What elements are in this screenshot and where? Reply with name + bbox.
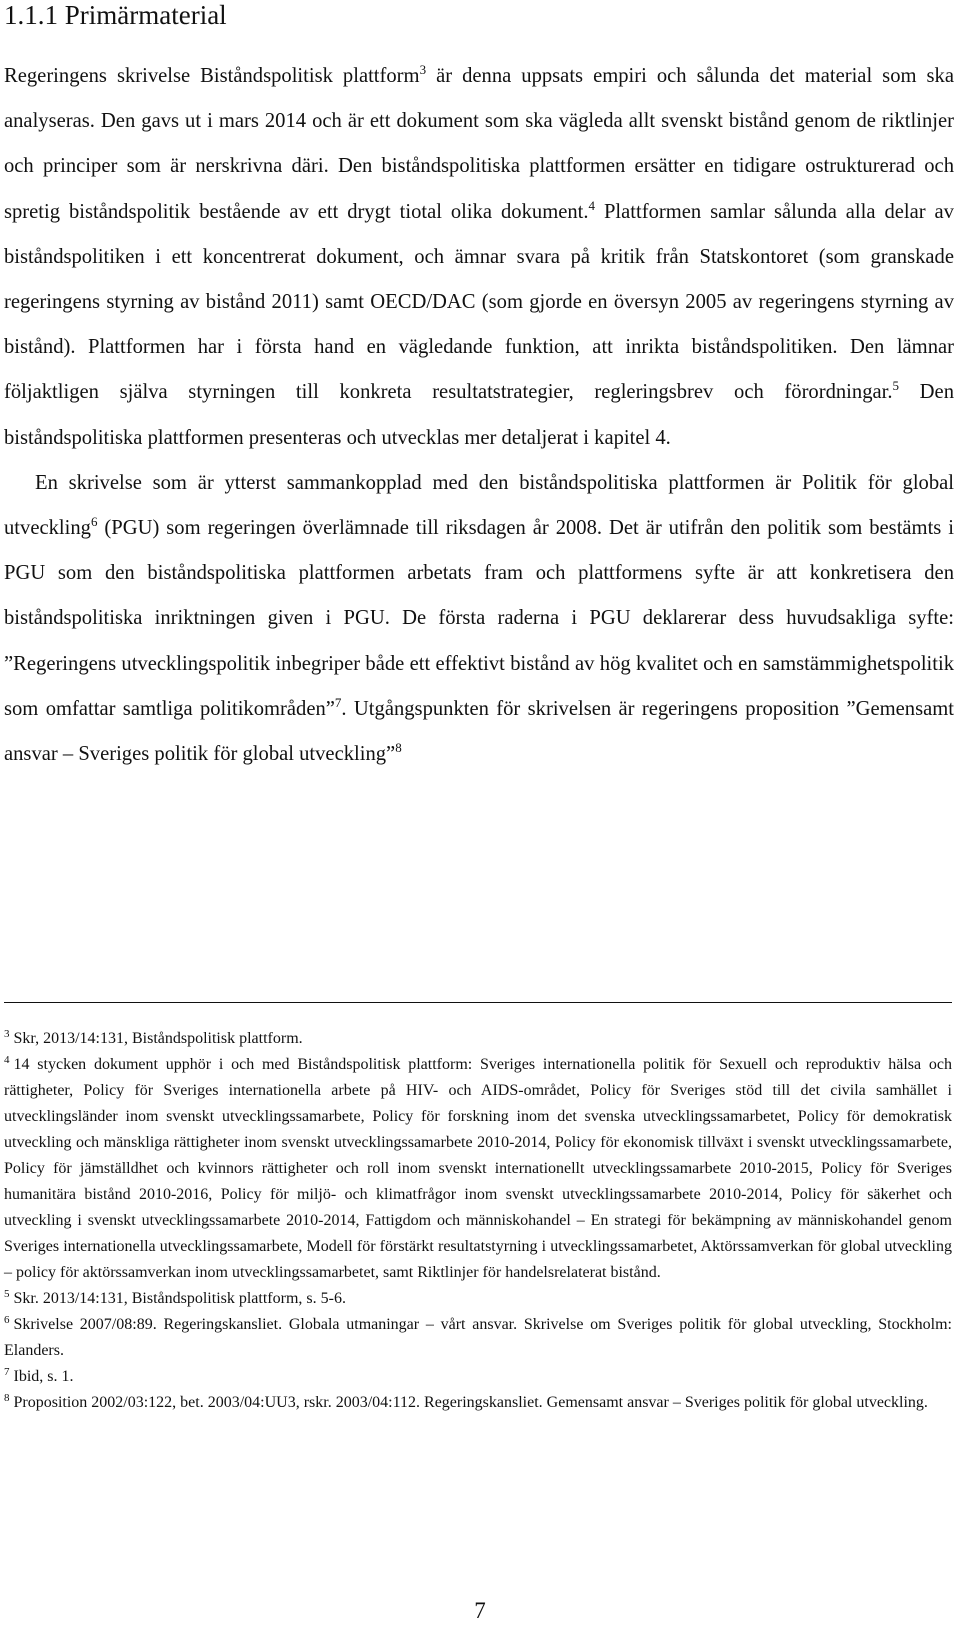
footnote-text: Skr. 2013/14:131, Biståndspolitisk plattform, s. 5-6. [13, 1290, 346, 1307]
footnote-ref-3[interactable]: 3 [419, 62, 427, 77]
body-text [4, 54, 954, 777]
paragraph-text: En skrivelse som är ytterst sammankopplad med den biståndspolitiska plattformen är Politik för global utveckling [4, 471, 954, 540]
footnote-4 [4, 1052, 952, 1286]
paragraph-text: Regeringens skrivelse Biståndspolitisk plattform [4, 65, 420, 87]
footnote-text: Skrivelse 2007/08:89. Regeringskansliet. Globala utmaningar – vårt ansvar. Skrivelse om Sveriges politik för global utveckling, Stockholm: Elanders. [4, 1316, 952, 1359]
footnote-text: Proposition 2002/03:122, bet. 2003/04:UU3, rskr. 2003/04:112. Regeringskansliet. Gemensamt ansvar – Sveriges politik för global utveckling. [13, 1394, 928, 1411]
footnote-6 [4, 1312, 952, 1364]
section-heading: 1.1.1 Primärmaterial [4, 0, 227, 30]
paragraph-text: . Utgångspunkten för skrivelsen är regeringens proposition ”Gemensamt ansvar – Sveriges politik för global utveckling” [4, 697, 954, 766]
footnote-number: 7 [4, 1366, 10, 1378]
paragraph-text: (PGU) som regeringen överlämnade till riksdagen år 2008. Det är utifrån den politik som bestämts i PGU som den biståndspolitiska plattformen arbetats fram och plattformens syfte är att konkretisera den biståndspolitiska inriktningen given i PGU. De första raderna i PGU deklarerar dess huvudsakliga syfte: ”Regeringens utvecklingspolitik inbegriper både ett effektivt bistånd av hög kvalitet och en samstämmighetspolitik som omfattar samtliga politikområden” [4, 517, 954, 720]
paragraph-text: är denna uppsats empiri och sålunda det material som ska analyseras. Den gavs ut i mars 2014 och är ett dokument som ska vägleda allt svenskt bistånd genom de riktlinjer och principer som är nerskrivna däri. Den biståndspolitiska plattformen ersätter en tidigare ostrukturerad och spretig biståndspolitik bestående av ett drygt tiotal olika dokument. [4, 65, 954, 223]
paragraph-text: Den biståndspolitiska plattformen presenteras och utvecklas mer detaljerat i kapitel 4. [4, 381, 954, 449]
page-number: 7 [474, 1598, 486, 1623]
paragraph-1 [4, 54, 954, 461]
footnotes-section [4, 1026, 952, 1416]
footnote-number: 4 [4, 1054, 10, 1066]
footnote-7 [4, 1364, 952, 1390]
footnote-number: 8 [4, 1392, 10, 1404]
footnote-number: 5 [4, 1288, 10, 1300]
footnote-ref-8[interactable]: 8 [395, 740, 402, 756]
footnote-ref-4[interactable]: 4 [588, 197, 596, 213]
paragraph-2 [4, 461, 954, 777]
footnote-5 [4, 1286, 952, 1312]
footnote-ref-7[interactable]: 7 [334, 694, 342, 710]
footnote-text: Skr, 2013/14:131, Biståndspolitisk plattform. [13, 1030, 303, 1047]
paragraph-text: Plattformen samlar sålunda alla delar av biståndspolitiken i ett koncentrerat dokument, och ämnar svara på kritik från Statskontoret (som granskade regeringens styrning av bistånd 2011) samt OECD/DAC (som gjorde en översyn 2005 av regeringens styrning av bistånd). Plattformen har i första hand en vägledande funktion, att inrikta biståndspolitiken. Den lämnar följaktligen själva styrningen till konkreta resultatstrategier, regleringsbrev och förordningar. [4, 200, 954, 404]
footnote-3 [4, 1026, 952, 1052]
footnote-text: 14 stycken dokument upphör i och med Biståndspolitisk plattform: Sveriges internationella politik för Sexuell och reproduktiv hälsa och rättigheter, Policy för Sveriges internationella arbete på HIV- och AIDS-området, Policy för Sveriges stöd till det civila samhället i utvecklingsländer inom svenskt utvecklingssamarbete, Policy för forskning inom det svenska utvecklingssamarbetet, Policy för demokratisk utveckling och mänskliga rättigheter inom svenskt utvecklingssamarbete 2010-2014, Policy för ekonomisk tillväxt i svenskt utvecklingssamarbete, Policy för jämställdhet och kvinnors rättigheter och roll inom svenskt internationellt utvecklingssamarbete 2010-2015, Policy för Sveriges humanitära bistånd 2010-2016, Policy för miljö- och klimatfrågor inom svenskt utvecklingssamarbete 2010-2014, Policy för säkerhet och utveckling i svenskt utvecklingssamarbete 2010-2014, Fattigdom och människohandel – En strategi för bekämpning av människohandel genom Sveriges internationella utvecklingssamarbete, Modell för förstärkt resultatstyrning i utvecklingssamarbetet, Aktörssamverkan för global utveckling – policy för aktörssamverkan inom utvecklingssamarbetet, samt Riktlinjer för handelsrelaterat bistånd. [4, 1056, 952, 1281]
footnote-number: 6 [4, 1314, 10, 1326]
footnote-divider [4, 1002, 952, 1003]
footnote-ref-5[interactable]: 5 [892, 378, 900, 394]
footnote-ref-6[interactable]: 6 [90, 514, 98, 530]
footnote-text: Ibid, s. 1. [13, 1368, 74, 1385]
footnote-8 [4, 1390, 952, 1416]
footnote-number: 3 [4, 1028, 10, 1040]
